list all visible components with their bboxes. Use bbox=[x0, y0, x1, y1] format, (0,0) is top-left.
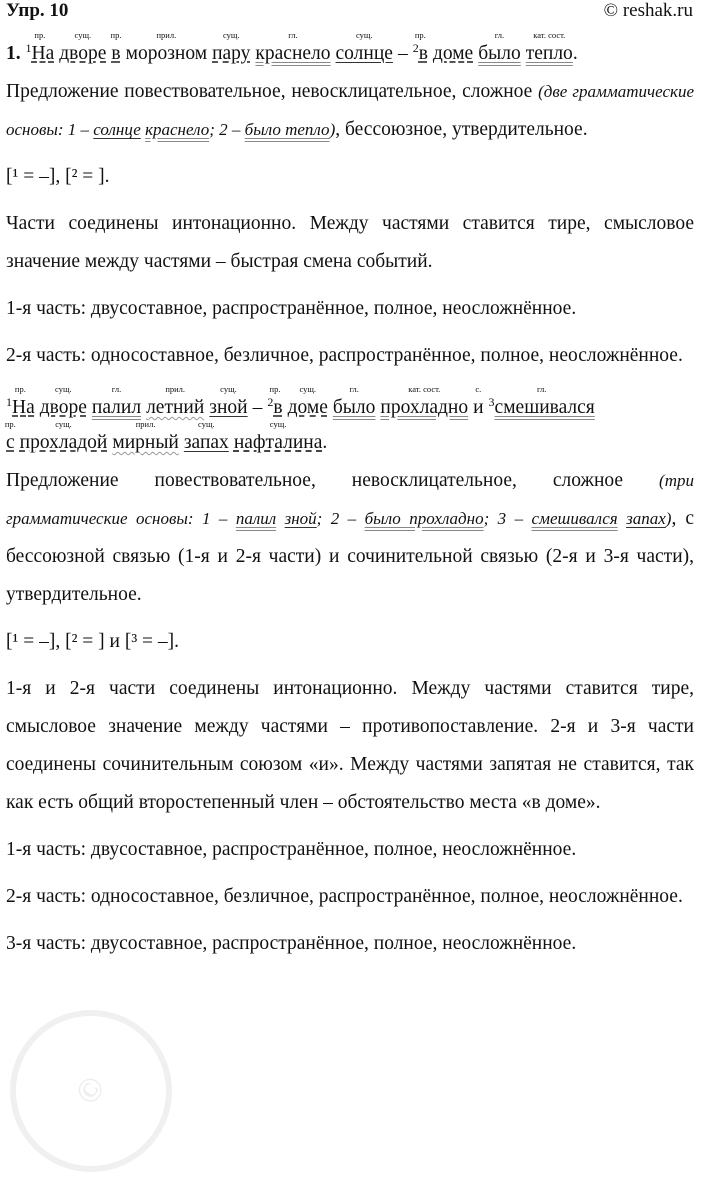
clause-number: 1 bbox=[25, 41, 32, 55]
annotated-word bbox=[212, 30, 250, 65]
word-text: доме bbox=[287, 397, 328, 418]
part-of-speech-label: пр. bbox=[110, 30, 122, 40]
part-of-speech-label: прил. bbox=[156, 30, 177, 40]
clause-number: 2 bbox=[267, 395, 274, 409]
annotated-word bbox=[473, 384, 483, 419]
word-text: прохладой bbox=[19, 432, 108, 453]
analysis-2-paragraph-5: 3-я часть: двусоставное, распространённое, полное, неосложнённое. bbox=[6, 933, 577, 954]
part-of-speech-label: гл. bbox=[494, 30, 505, 40]
annotated-word bbox=[6, 384, 35, 419]
annotated-word bbox=[489, 384, 595, 419]
annotated-word bbox=[59, 30, 106, 65]
watermark-logo: © bbox=[0, 978, 204, 1204]
sentence-2-line-1 bbox=[6, 384, 694, 419]
annotated-word bbox=[253, 384, 263, 419]
annotated-word bbox=[234, 419, 323, 454]
word-text: – bbox=[252, 397, 263, 418]
part-of-speech-label: сущ. bbox=[269, 419, 287, 429]
word-text: в bbox=[111, 43, 121, 64]
text: ; 2 – bbox=[209, 120, 241, 139]
word-text: дворе bbox=[39, 397, 87, 418]
annotated-word bbox=[111, 30, 120, 65]
part-of-speech-label: с. bbox=[475, 384, 482, 394]
annotated-word bbox=[209, 384, 247, 419]
part-of-speech-label: пр. bbox=[14, 384, 26, 394]
clause-number: 3 bbox=[488, 395, 495, 409]
sentence-number: 1. bbox=[6, 43, 21, 64]
part-of-speech-label: сущ. bbox=[55, 384, 72, 394]
word-text: – bbox=[397, 43, 408, 64]
part-of-speech-label: сущ. bbox=[198, 419, 215, 429]
word-text: нафталина bbox=[233, 432, 323, 453]
part-of-speech-label: гл. bbox=[288, 30, 298, 40]
word-text: . bbox=[572, 43, 578, 64]
word-text: запах bbox=[183, 432, 229, 453]
word-text: дворе bbox=[59, 43, 107, 64]
annotated-word bbox=[573, 30, 578, 65]
word-text: зной bbox=[209, 397, 248, 418]
analysis-2-scheme: [¹ = –], [² = ] и [³ = –]. bbox=[6, 631, 180, 652]
word-text: летний bbox=[146, 397, 205, 418]
word-text: прохладно bbox=[380, 397, 469, 418]
annotated-word bbox=[380, 384, 468, 419]
sentence-2 bbox=[6, 384, 694, 454]
annotated-word bbox=[146, 384, 204, 419]
text: ; 3 – bbox=[483, 509, 524, 528]
part-of-speech-label: сущ. bbox=[55, 419, 72, 429]
text: (три грамматические основы: 1 – bbox=[6, 471, 694, 528]
sentence-1 bbox=[6, 30, 694, 65]
header bbox=[6, 0, 693, 26]
analysis-1-scheme: [¹ = –], [² = ]. bbox=[6, 166, 110, 187]
annotated-word bbox=[526, 30, 573, 65]
part-of-speech-label: сущ. bbox=[299, 384, 317, 394]
analysis-2-paragraph-2: 1-я и 2-я части соединены интонационно. Между частями ставится тире, смысловое значение между частями – противопоставление. 2-я и 3-я части соединены сочинительным союзом «и». Между частями запятая не ставится, так как есть общий второстепенный член – обстоятельство места «в доме». bbox=[6, 678, 694, 813]
annotated-word bbox=[126, 30, 207, 65]
word-text: в bbox=[418, 43, 428, 64]
word-text: и bbox=[473, 397, 484, 418]
text: ) bbox=[665, 509, 672, 528]
subject-word: зной bbox=[284, 509, 317, 528]
part-of-speech-label: пр. bbox=[269, 384, 281, 394]
text: , с бессоюзной связью (1-я и 2-я части) и сочинительной связью (2-я и 3-я части), утвердительное. bbox=[6, 508, 695, 605]
analysis-2-paragraph-3: 1-я часть: двусоставное, распространённое, полное, неосложнённое. bbox=[6, 839, 577, 860]
part-of-speech-label: кат. сост. bbox=[408, 384, 441, 394]
predicate-word: палил bbox=[235, 509, 277, 528]
annotated-word bbox=[322, 419, 327, 454]
word-text: пару bbox=[212, 43, 251, 64]
part-of-speech-label: гл. bbox=[349, 384, 359, 394]
predicate-word: краснело bbox=[145, 120, 210, 139]
annotated-word bbox=[267, 384, 282, 419]
part-of-speech-label: сущ. bbox=[355, 30, 373, 40]
word-text: морозном bbox=[125, 43, 208, 64]
predicate-word: смешивался bbox=[531, 509, 618, 528]
clause-number: 2 bbox=[412, 41, 419, 55]
text: ; 2 – bbox=[316, 509, 357, 528]
analysis-2-paragraph-4: 2-я часть: односоставное, безличное, распространённое, полное, неосложнённое. bbox=[6, 886, 683, 907]
analysis-2-paragraph-1 bbox=[6, 462, 694, 614]
sentence-1-words bbox=[25, 30, 583, 64]
part-of-speech-label: кат. сост. bbox=[533, 30, 566, 40]
word-text: в bbox=[273, 397, 283, 418]
word-text: с bbox=[6, 432, 15, 453]
word-text: доме bbox=[432, 43, 474, 64]
text: Предложение повествовательное, невосклицательное, сложное bbox=[6, 81, 533, 102]
word-text: было bbox=[332, 397, 376, 418]
part-of-speech-label: сущ. bbox=[74, 30, 92, 40]
word-text: было bbox=[478, 43, 521, 64]
part-of-speech-label: прил. bbox=[165, 384, 186, 394]
part-of-speech-label: сущ. bbox=[222, 30, 240, 40]
analysis-1-paragraph-4: 2-я часть: односоставное, безличное, распространённое, полное, неосложнённое. bbox=[6, 345, 683, 366]
sentence-2-line-2 bbox=[6, 419, 694, 454]
annotated-word bbox=[333, 384, 376, 419]
annotated-word bbox=[112, 419, 179, 454]
word-text: смешивался bbox=[494, 397, 595, 418]
text: Предложение повествовательное, невосклицательное, сложное bbox=[6, 470, 624, 491]
annotated-word bbox=[255, 30, 330, 65]
analysis-1-paragraph-2: Части соединены интонационно. Между частями ставится тире, смысловое значение между частями – быстрая смена событий. bbox=[6, 213, 694, 272]
part-of-speech-label: прил. bbox=[135, 419, 156, 429]
analysis-1-paragraph-3: 1-я часть: двусоставное, распространённое, полное, неосложнённое. bbox=[6, 298, 577, 319]
annotated-word bbox=[398, 30, 408, 65]
annotated-word bbox=[478, 30, 521, 65]
part-of-speech-label: сущ. bbox=[220, 384, 237, 394]
annotated-word bbox=[336, 30, 393, 65]
annotated-word bbox=[433, 30, 473, 65]
text: ) bbox=[329, 120, 336, 139]
part-of-speech-label: гл. bbox=[111, 384, 122, 394]
annotated-word bbox=[288, 384, 328, 419]
predicate-word: было прохладно bbox=[364, 509, 484, 528]
annotated-word bbox=[184, 419, 229, 454]
word-text: тепло bbox=[525, 43, 573, 64]
part-of-speech-label: пр. bbox=[4, 419, 16, 429]
text: , бессоюзное, утвердительное. bbox=[335, 119, 588, 140]
subject-word: солнце bbox=[93, 120, 141, 139]
annotated-word bbox=[6, 419, 15, 454]
word-text: мирный bbox=[112, 432, 179, 453]
predicate-word: было тепло bbox=[244, 120, 330, 139]
word-text: палил bbox=[91, 397, 142, 418]
word-text: . bbox=[322, 432, 328, 453]
word-text: краснело bbox=[255, 43, 331, 64]
word-text: На bbox=[31, 43, 55, 64]
part-of-speech-label: гл. bbox=[536, 384, 547, 394]
annotated-word bbox=[20, 419, 108, 454]
subject-word: запах bbox=[626, 509, 666, 528]
word-text: На bbox=[12, 397, 35, 418]
clause-number: 1 bbox=[6, 395, 12, 409]
word-text: солнце bbox=[335, 43, 393, 64]
part-of-speech-label: пр. bbox=[34, 30, 46, 40]
annotated-word bbox=[92, 384, 141, 419]
annotated-word bbox=[413, 30, 428, 65]
annotated-word bbox=[26, 30, 55, 65]
part-of-speech-label: пр. bbox=[414, 30, 426, 40]
document-body bbox=[6, 30, 694, 972]
analysis-1-paragraph-1 bbox=[6, 73, 694, 149]
exercise-title: Упр. 10 bbox=[6, 0, 69, 21]
annotated-word bbox=[40, 384, 87, 419]
text: (две грамматические основы: 1 – bbox=[6, 82, 694, 139]
copyright: © reshak.ru bbox=[603, 0, 693, 21]
